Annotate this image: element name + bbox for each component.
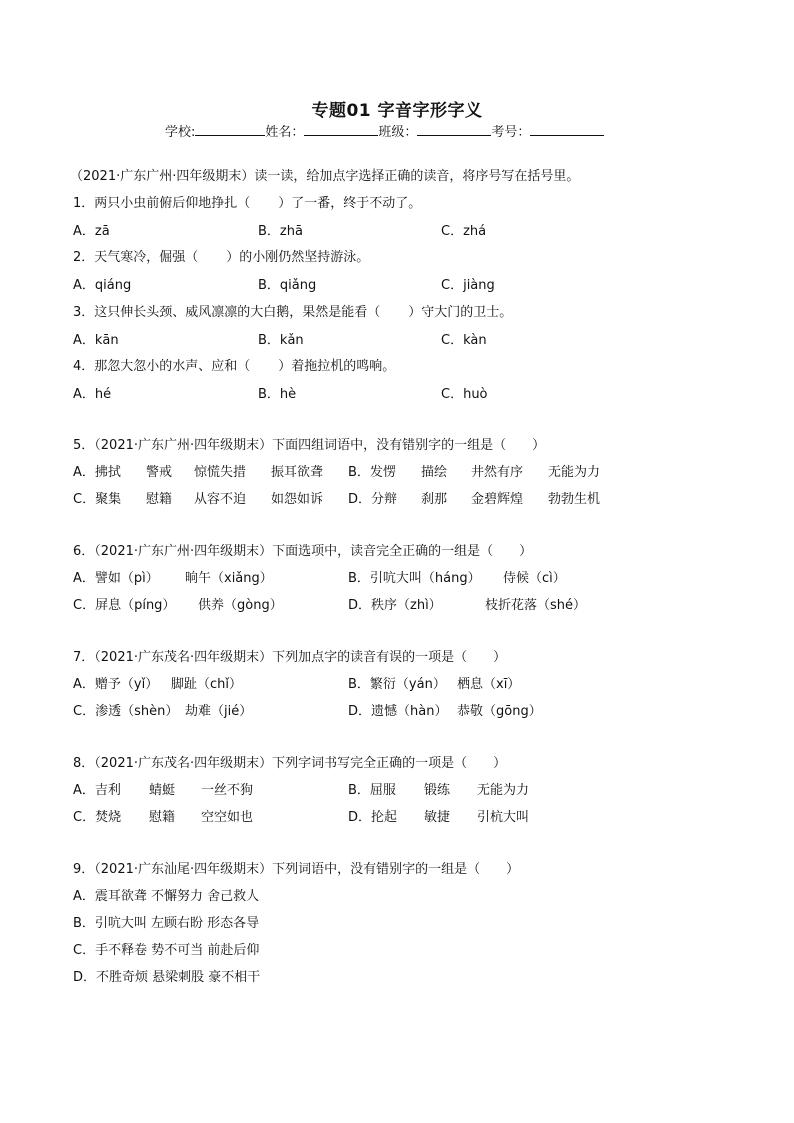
question-4-stem-b: ）着拖拉机的鸣响。 <box>278 359 396 374</box>
option-a-word-1[interactable]: A．吉利 <box>73 783 121 798</box>
question-7-stem: 7．（2021·广东茂名·四年级期末）下列加点字的读音有误的一项是（ ） <box>73 650 507 665</box>
question-8-options-cd <box>73 810 773 826</box>
question-8-options-ab <box>73 783 773 799</box>
option-b-item-1[interactable]: B．繁衍（yán） <box>348 677 446 692</box>
question-1-stem-b: ）了一番，终于不动了。 <box>278 196 422 211</box>
question-5-stem: 5．（2021·广东广州·四年级期末）下面四组词语中，没有错别字的一组是（ ） <box>73 438 546 453</box>
option-a[interactable]: A．kān <box>73 333 119 348</box>
option-a-item-1[interactable]: A．譬如（pì） <box>73 571 159 586</box>
option-a-word-3: 惊慌失措 <box>194 465 247 480</box>
option-c-item-1[interactable]: C．渗透（shèn） <box>73 704 179 719</box>
option-d-word-2: 刹那 <box>421 492 448 507</box>
option-c-word-2: 慰籍 <box>146 492 173 507</box>
option-d-word-3: 引杭大叫 <box>477 810 530 825</box>
option-a-item-2: 晌午（xiǎng） <box>185 571 273 586</box>
option-a[interactable]: A．zā <box>73 224 110 239</box>
page-title: 专题01 字音字形字义 <box>311 101 483 121</box>
option-d-item-1[interactable]: D．秩序（zhì） <box>348 598 442 613</box>
question-7-options-cd <box>73 704 773 720</box>
question-9-option-b[interactable]: B．引吭大叫 左顾右盼 形态各导 <box>73 916 260 931</box>
class-blank[interactable] <box>417 123 491 136</box>
question-2-stem <box>73 250 369 266</box>
question-2-stem-a: 2．天气寒冷，倔强（ <box>73 250 199 265</box>
question-4-stem <box>73 359 395 375</box>
option-c[interactable]: C．zhá <box>441 224 487 239</box>
option-b-item-2: 侍候（cì） <box>503 571 566 586</box>
option-a-item-1[interactable]: A．赠予（yǐ） <box>73 677 159 692</box>
question-7-options-ab <box>73 677 773 693</box>
option-c-item-2: 供养（gòng） <box>198 598 283 613</box>
option-c[interactable]: C．jiàng <box>441 278 495 293</box>
question-6-options-ab <box>73 571 773 587</box>
option-c-word-3: 空空如也 <box>201 810 254 825</box>
option-a-word-4: 振耳欲聋 <box>271 465 324 480</box>
option-c-item-1[interactable]: C．屏息（píng） <box>73 598 176 613</box>
question-3-stem <box>73 305 512 321</box>
option-c[interactable]: C．kàn <box>441 333 487 348</box>
student-info-row <box>165 121 604 140</box>
question-9-stem: 9．（2021·广东汕尾·四年级期末）下列词语中，没有错别字的一组是（ ） <box>73 862 520 877</box>
option-c-item-2: 劫难（jié） <box>185 704 253 719</box>
question-9-option-a[interactable]: A．震耳欲聋 不懈努力 舍己救人 <box>73 889 260 904</box>
exam-no-blank[interactable] <box>530 123 604 136</box>
school-label: 学校: <box>165 125 196 140</box>
name-label: 姓名： <box>265 125 305 140</box>
question-8-stem: 8．（2021·广东茂名·四年级期末）下列字词书写完全正确的一项是（ ） <box>73 756 507 771</box>
option-a-word-3: 一丝不狗 <box>201 783 254 798</box>
option-a-word-2: 警戒 <box>146 465 173 480</box>
question-1-stem-a: 1．两只小虫前俯后仰地挣扎（ <box>73 196 251 211</box>
question-2-stem-b: ）的小刚仍然坚持游泳。 <box>226 250 370 265</box>
option-a[interactable]: A．qiáng <box>73 278 132 293</box>
option-b-word-3: 井然有序 <box>471 465 524 480</box>
option-b-word-1[interactable]: B．屈服 <box>348 783 396 798</box>
option-d-word-2: 敏捷 <box>424 810 451 825</box>
option-d-item-1[interactable]: D．遗憾（hàn） <box>348 704 448 719</box>
option-b-word-4: 无能为力 <box>548 465 601 480</box>
option-c-word-2: 慰籍 <box>149 810 176 825</box>
option-a[interactable]: A．hé <box>73 387 112 402</box>
exam-no-label: 考号： <box>491 125 531 140</box>
option-b-word-2: 锻练 <box>424 783 451 798</box>
option-b[interactable]: B．kǎn <box>258 333 304 348</box>
option-b[interactable]: B．qiǎng <box>258 278 317 293</box>
option-a-word-1[interactable]: A．拂拭 <box>73 465 121 480</box>
option-b-word-2: 描绘 <box>421 465 448 480</box>
class-label: 班级： <box>378 125 418 140</box>
option-d-item-2: 恭敬（gōng） <box>457 704 542 719</box>
question-6-options-cd <box>73 598 773 614</box>
option-c[interactable]: C．huò <box>441 387 488 402</box>
question-4-options <box>73 387 773 403</box>
question-5-options-cd <box>73 492 773 508</box>
question-9-option-c[interactable]: C．手不释卷 势不可当 前赴后仰 <box>73 943 260 958</box>
option-b[interactable]: B．zhā <box>258 224 303 239</box>
option-d-word-1[interactable]: D．分辩 <box>348 492 398 507</box>
option-c-word-3: 从容不迫 <box>194 492 247 507</box>
question-3-stem-b: ）守大门的卫士。 <box>408 305 513 320</box>
option-b[interactable]: B．hè <box>258 387 297 402</box>
question-9-option-d[interactable]: D．不胜奇烦 悬梁刺股 豪不相干 <box>73 970 261 985</box>
question-6-stem: 6．（2021·广东广州·四年级期末）下面选项中，读音完全正确的一组是（ ） <box>73 544 533 559</box>
option-d-item-2: 枝折花落（shé） <box>485 598 587 613</box>
question-5-options-ab <box>73 465 773 481</box>
option-d-word-1[interactable]: D．抡起 <box>348 810 398 825</box>
option-c-word-4: 如怨如诉 <box>271 492 324 507</box>
option-c-word-1[interactable]: C．聚集 <box>73 492 122 507</box>
school-blank[interactable] <box>195 123 265 136</box>
question-1-stem <box>73 196 421 212</box>
option-d-word-4: 勃勃生机 <box>548 492 601 507</box>
question-4-stem-a: 4．那忽大忽小的水声、应和（ <box>73 359 251 374</box>
question-1-options <box>73 224 773 240</box>
section-intro: （2021·广东广州·四年级期末）读一读，给加点字选择正确的读音，将序号写在括号里。 <box>70 169 580 184</box>
option-d-word-3: 金碧辉煌 <box>471 492 524 507</box>
name-blank[interactable] <box>304 123 378 136</box>
option-b-item-1[interactable]: B．引吭大叫（háng） <box>348 571 481 586</box>
option-b-item-2: 栖息（xī） <box>457 677 521 692</box>
question-3-stem-a: 3．这只伸长头颈、威风凛凛的大白鹅，果然是能看（ <box>73 305 381 320</box>
option-b-word-3: 无能为力 <box>477 783 530 798</box>
option-a-item-2: 脚趾（chǐ） <box>171 677 242 692</box>
question-2-options <box>73 278 773 294</box>
option-b-word-1[interactable]: B．发愣 <box>348 465 396 480</box>
option-c-word-1[interactable]: C．焚烧 <box>73 810 122 825</box>
option-a-word-2: 蜻蜓 <box>149 783 176 798</box>
question-3-options <box>73 333 773 349</box>
